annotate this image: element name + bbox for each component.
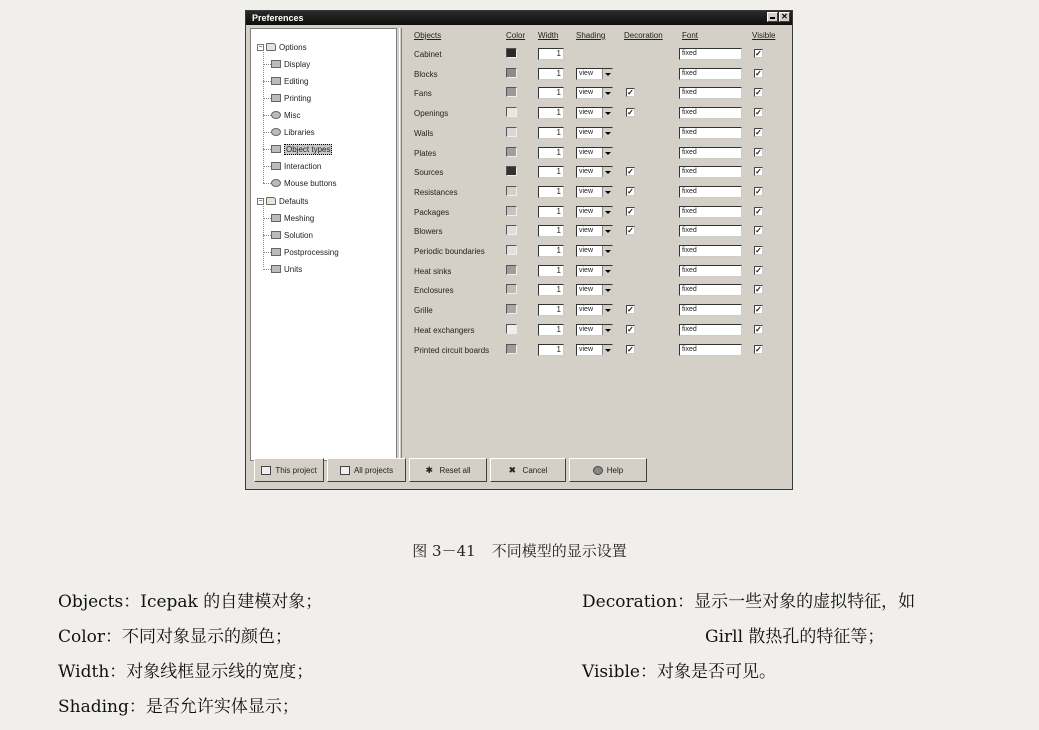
- shading-select[interactable]: [576, 186, 613, 198]
- visible-checkbox[interactable]: ✓: [755, 49, 762, 58]
- visible-checkbox[interactable]: ✓: [755, 147, 762, 157]
- shading-value: view: [579, 89, 594, 97]
- object-types-grid: [406, 28, 786, 461]
- color-swatch[interactable]: [506, 245, 517, 255]
- shading-value: view: [579, 168, 594, 176]
- visible-checkbox[interactable]: ✓: [755, 108, 762, 118]
- shading-value: view: [579, 187, 594, 195]
- shading-value: view: [579, 286, 594, 294]
- shading-value: view: [579, 207, 594, 215]
- shading-select[interactable]: [576, 245, 613, 257]
- dropdown-arrow-icon[interactable]: [602, 285, 612, 295]
- object-name: Heat exchangers: [414, 325, 475, 335]
- dropdown-arrow-icon[interactable]: [602, 226, 612, 236]
- width-input[interactable]: 1: [538, 304, 564, 316]
- width-input[interactable]: 1: [538, 68, 564, 80]
- color-swatch[interactable]: [506, 284, 517, 294]
- dropdown-arrow-icon[interactable]: [602, 345, 612, 355]
- width-input[interactable]: 1: [538, 87, 564, 99]
- figure-number: 图 3－41: [412, 542, 476, 560]
- tree-item-libraries[interactable]: [271, 126, 315, 138]
- figure-title: 不同模型的显示设置: [491, 542, 627, 560]
- note-decoration-line2: Girll 散热孔的特征等；: [705, 627, 885, 647]
- note-width: Width：对象线框显示线的宽度；: [58, 662, 314, 682]
- tree-item-label: Meshing: [284, 213, 315, 223]
- visible-checkbox[interactable]: ✓: [755, 68, 762, 78]
- tree-item-label: Defaults: [279, 196, 309, 206]
- object-row: [406, 184, 786, 200]
- font-input[interactable]: fixed: [679, 225, 742, 237]
- width-input[interactable]: 1: [538, 324, 564, 336]
- object-name: Sources: [414, 168, 444, 178]
- decoration-checkbox[interactable]: ✓: [627, 108, 634, 118]
- object-row: [406, 46, 786, 62]
- visible-checkbox[interactable]: ✓: [755, 186, 762, 196]
- dropdown-arrow-icon[interactable]: [602, 69, 612, 79]
- tree-item-mouse-buttons[interactable]: [271, 177, 336, 189]
- tree-branch-line: [263, 183, 271, 184]
- panel-splitter[interactable]: [399, 28, 402, 461]
- note-color: Color：不同对象显示的颜色；: [58, 627, 293, 647]
- visible-checkbox[interactable]: ✓: [755, 206, 762, 216]
- object-name: Enclosures: [414, 286, 454, 296]
- cancel-icon: ✖: [508, 464, 517, 475]
- cancel-button[interactable]: [490, 458, 566, 482]
- help-button[interactable]: [569, 458, 647, 482]
- shading-select[interactable]: [576, 68, 613, 80]
- object-row: [406, 302, 786, 318]
- header-color: Color: [506, 31, 526, 40]
- interaction-icon: [271, 162, 281, 170]
- tree-item-label: Object types: [286, 144, 331, 154]
- shading-select[interactable]: [576, 265, 613, 277]
- dropdown-arrow-icon[interactable]: [602, 167, 612, 177]
- visible-checkbox[interactable]: ✓: [755, 324, 762, 334]
- object-name: Cabinet: [414, 50, 442, 59]
- shading-select[interactable]: [576, 344, 613, 356]
- font-input[interactable]: fixed: [679, 127, 742, 139]
- tree-branch-line: [263, 132, 271, 133]
- width-input[interactable]: 1: [538, 206, 564, 218]
- dropdown-arrow-icon[interactable]: [602, 187, 612, 197]
- tree-branch-line: [263, 81, 271, 82]
- object-row: [406, 145, 786, 161]
- visible-checkbox[interactable]: ✓: [755, 265, 762, 275]
- font-input[interactable]: fixed: [679, 147, 742, 159]
- object-row: [406, 282, 786, 298]
- collapse-icon[interactable]: −: [258, 197, 263, 205]
- tree-branch-line: [263, 252, 271, 253]
- dropdown-arrow-icon[interactable]: [602, 88, 612, 98]
- font-input[interactable]: fixed: [679, 87, 742, 99]
- close-button[interactable]: ✕: [779, 12, 790, 22]
- tree-item-meshing[interactable]: [271, 212, 314, 224]
- object-row: [406, 204, 786, 220]
- button-bar: [254, 458, 650, 482]
- color-swatch[interactable]: [506, 344, 517, 354]
- tree-item-label: Postprocessing: [284, 247, 339, 257]
- postprocessing-icon: [271, 248, 281, 256]
- tree-item-display[interactable]: [271, 58, 310, 70]
- object-name: Blocks: [414, 69, 438, 79]
- decoration-checkbox[interactable]: ✓: [627, 206, 634, 216]
- object-row: [406, 125, 786, 141]
- width-input[interactable]: 1: [538, 166, 564, 178]
- decoration-checkbox[interactable]: ✓: [627, 88, 634, 98]
- object-row: [406, 66, 786, 82]
- object-name: Blowers: [414, 227, 443, 237]
- tree-item-label: Misc: [284, 110, 301, 120]
- object-name: Grille: [414, 306, 433, 316]
- object-row: [406, 342, 786, 358]
- shading-value: view: [579, 128, 594, 136]
- shading-select[interactable]: [576, 147, 613, 159]
- shading-value: view: [579, 325, 594, 333]
- decoration-checkbox[interactable]: ✓: [627, 226, 634, 236]
- tree-item-label: Options: [279, 42, 307, 52]
- shading-select[interactable]: [576, 87, 613, 99]
- visible-checkbox[interactable]: ✓: [755, 344, 762, 354]
- this-project-button[interactable]: [254, 458, 324, 482]
- font-input[interactable]: fixed: [679, 48, 742, 60]
- object-row: [406, 223, 786, 239]
- font-input[interactable]: fixed: [679, 68, 742, 80]
- solution-icon: [271, 231, 281, 239]
- object-name: Resistances: [414, 187, 458, 197]
- tree-branch-line: [263, 64, 271, 65]
- folder-icon: [266, 43, 276, 51]
- width-input[interactable]: 1: [538, 147, 564, 159]
- tree-guide-line: [263, 201, 264, 267]
- tree-item-label: Units: [284, 264, 303, 274]
- help-icon: [593, 466, 603, 475]
- dropdown-arrow-icon[interactable]: [602, 108, 612, 118]
- decoration-checkbox[interactable]: ✓: [627, 305, 634, 315]
- shading-value: view: [579, 266, 594, 274]
- misc-icon: [271, 111, 281, 119]
- object-row: [406, 105, 786, 121]
- color-swatch[interactable]: [506, 147, 517, 157]
- tree-branch-line: [263, 115, 271, 116]
- decoration-checkbox[interactable]: ✓: [627, 186, 634, 196]
- visible-checkbox[interactable]: ✓: [755, 285, 762, 295]
- font-input[interactable]: fixed: [679, 186, 742, 198]
- dropdown-arrow-icon[interactable]: [602, 305, 612, 315]
- all-projects-button[interactable]: [327, 458, 406, 482]
- note-shading: Shading：是否允许实体显示；: [58, 697, 299, 717]
- color-swatch[interactable]: [506, 186, 517, 196]
- minimize-button[interactable]: [767, 12, 778, 22]
- font-input[interactable]: fixed: [679, 265, 742, 277]
- font-input[interactable]: fixed: [679, 344, 742, 356]
- units-icon: [271, 265, 281, 273]
- editing-icon: [271, 77, 281, 85]
- shading-value: view: [579, 227, 594, 235]
- header-width: Width: [538, 31, 559, 40]
- tree-item-label: Mouse buttons: [284, 178, 337, 188]
- tree-branch-line: [263, 149, 271, 150]
- printer-icon: [271, 94, 281, 102]
- width-input[interactable]: 1: [538, 225, 564, 237]
- width-input[interactable]: 1: [538, 245, 564, 257]
- object-name: Printed circuit boards: [414, 345, 490, 355]
- header-font: Font: [682, 31, 699, 40]
- shading-value: view: [579, 148, 594, 156]
- reset-all-button[interactable]: [409, 458, 487, 482]
- shading-select[interactable]: [576, 206, 613, 218]
- tree-branch-line: [263, 235, 271, 236]
- window-title: Preferences: [252, 13, 304, 23]
- color-swatch[interactable]: [506, 48, 517, 58]
- font-input[interactable]: fixed: [679, 324, 742, 336]
- decoration-checkbox[interactable]: ✓: [627, 167, 634, 177]
- visible-checkbox[interactable]: ✓: [755, 127, 762, 137]
- tree-branch-line: [263, 218, 271, 219]
- tree-item-misc[interactable]: [271, 109, 300, 121]
- visible-checkbox[interactable]: ✓: [755, 246, 762, 255]
- object-row: [406, 243, 786, 259]
- tree-item-interaction[interactable]: [271, 160, 321, 172]
- shading-value: view: [579, 247, 594, 254]
- width-input[interactable]: 1: [538, 186, 564, 198]
- libraries-icon: [271, 128, 281, 136]
- tree-item-label: Display: [284, 59, 311, 69]
- color-swatch[interactable]: [506, 87, 517, 97]
- decoration-checkbox[interactable]: ✓: [627, 344, 634, 354]
- object-name: Packages: [414, 207, 450, 217]
- font-input[interactable]: fixed: [679, 206, 742, 218]
- visible-checkbox[interactable]: ✓: [755, 88, 762, 98]
- dropdown-arrow-icon[interactable]: [602, 128, 612, 138]
- shading-value: view: [579, 69, 594, 77]
- object-name: Periodic boundaries: [414, 247, 485, 256]
- dropdown-arrow-icon[interactable]: [602, 266, 612, 276]
- font-input[interactable]: fixed: [679, 284, 742, 296]
- tree-item-label: Printing: [284, 93, 312, 103]
- header-visible: Visible: [752, 31, 776, 40]
- display-icon: [271, 60, 281, 68]
- color-swatch[interactable]: [506, 166, 517, 176]
- color-swatch[interactable]: [506, 324, 517, 334]
- dropdown-arrow-icon[interactable]: [602, 148, 612, 158]
- visible-checkbox[interactable]: ✓: [755, 226, 762, 236]
- object-row: [406, 322, 786, 338]
- note-objects: Objects：Icepak 的自建模对象；: [58, 592, 323, 612]
- font-input[interactable]: fixed: [679, 107, 742, 119]
- color-swatch[interactable]: [506, 68, 517, 78]
- this-project-label: This project: [275, 465, 317, 475]
- tree-item-label: Interaction: [284, 161, 322, 171]
- reset-icon: ✱: [425, 464, 433, 475]
- object-types-icon: [271, 145, 281, 153]
- shading-value: view: [579, 306, 594, 314]
- tree-item-options[interactable]: [257, 41, 307, 53]
- preferences-tree: [250, 28, 397, 461]
- tree-item-postprocessing[interactable]: [271, 246, 339, 258]
- mouse-icon: [271, 179, 281, 187]
- object-name: Fans: [414, 89, 432, 99]
- cancel-label: Cancel: [522, 465, 548, 475]
- width-input[interactable]: 1: [538, 284, 564, 296]
- dropdown-arrow-icon[interactable]: [602, 325, 612, 335]
- color-swatch[interactable]: [506, 107, 517, 117]
- shading-select[interactable]: [576, 284, 613, 296]
- object-name: Walls: [414, 128, 434, 138]
- width-input[interactable]: 1: [538, 127, 564, 139]
- tree-item-solution[interactable]: [271, 229, 313, 241]
- folder-icon: [266, 197, 276, 205]
- help-label: Help: [606, 465, 624, 475]
- project-icon: [261, 466, 271, 475]
- object-name: Heat sinks: [414, 266, 452, 276]
- color-swatch[interactable]: [506, 265, 517, 275]
- tree-item-label: Solution: [284, 230, 313, 240]
- tree-item-units[interactable]: [271, 263, 302, 275]
- tree-item-defaults[interactable]: [257, 195, 308, 207]
- object-row: [406, 85, 786, 101]
- shading-value: view: [579, 109, 594, 117]
- font-input[interactable]: fixed: [679, 304, 742, 316]
- color-swatch[interactable]: [506, 225, 517, 235]
- object-row: [406, 263, 786, 279]
- tree-item-label: Libraries: [284, 127, 315, 137]
- header-objects: Objects: [414, 31, 442, 40]
- meshing-icon: [271, 214, 281, 222]
- tree-item-editing[interactable]: [271, 75, 308, 87]
- shading-select[interactable]: [576, 324, 613, 336]
- tree-item-object-types[interactable]: [271, 143, 332, 155]
- font-input[interactable]: fixed: [679, 245, 742, 257]
- shading-select[interactable]: [576, 166, 613, 178]
- object-name: Openings: [414, 109, 449, 119]
- width-input[interactable]: 1: [538, 265, 564, 277]
- note-visible: Visible：对象是否可见。: [582, 662, 776, 682]
- width-input[interactable]: 1: [538, 48, 564, 60]
- tree-item-printing[interactable]: [271, 92, 311, 104]
- tree-item-label: Editing: [284, 76, 309, 86]
- tree-branch-line: [263, 166, 271, 167]
- note-decoration-line1: Decoration：显示一些对象的虚拟特征，如: [582, 592, 916, 612]
- color-swatch[interactable]: [506, 304, 517, 314]
- shading-select[interactable]: [576, 304, 613, 316]
- width-input[interactable]: 1: [538, 107, 564, 119]
- visible-checkbox[interactable]: ✓: [755, 305, 762, 315]
- visible-checkbox[interactable]: ✓: [755, 167, 762, 177]
- tree-branch-line: [263, 98, 271, 99]
- color-swatch[interactable]: [506, 127, 517, 137]
- preferences-dialog: [245, 10, 793, 490]
- shading-select[interactable]: [576, 127, 613, 139]
- figure-caption: [0, 540, 1039, 561]
- width-input[interactable]: 1: [538, 344, 564, 356]
- dropdown-arrow-icon[interactable]: [602, 207, 612, 217]
- all-projects-label: All projects: [353, 465, 394, 475]
- reset-all-label: Reset all: [439, 465, 471, 475]
- object-row: [406, 164, 786, 180]
- font-input[interactable]: fixed: [679, 166, 742, 178]
- shading-select[interactable]: [576, 225, 613, 237]
- color-swatch[interactable]: [506, 206, 517, 216]
- object-name: Plates: [414, 148, 437, 158]
- projects-icon: [340, 466, 350, 475]
- title-bar: [246, 11, 792, 25]
- collapse-icon[interactable]: −: [258, 43, 263, 51]
- tree-branch-line: [263, 269, 271, 270]
- dropdown-arrow-icon[interactable]: [602, 246, 612, 256]
- shading-select[interactable]: [576, 107, 613, 119]
- header-decoration: Decoration: [624, 31, 663, 40]
- decoration-checkbox[interactable]: ✓: [627, 324, 634, 334]
- header-shading: Shading: [576, 31, 606, 40]
- shading-value: view: [579, 345, 594, 353]
